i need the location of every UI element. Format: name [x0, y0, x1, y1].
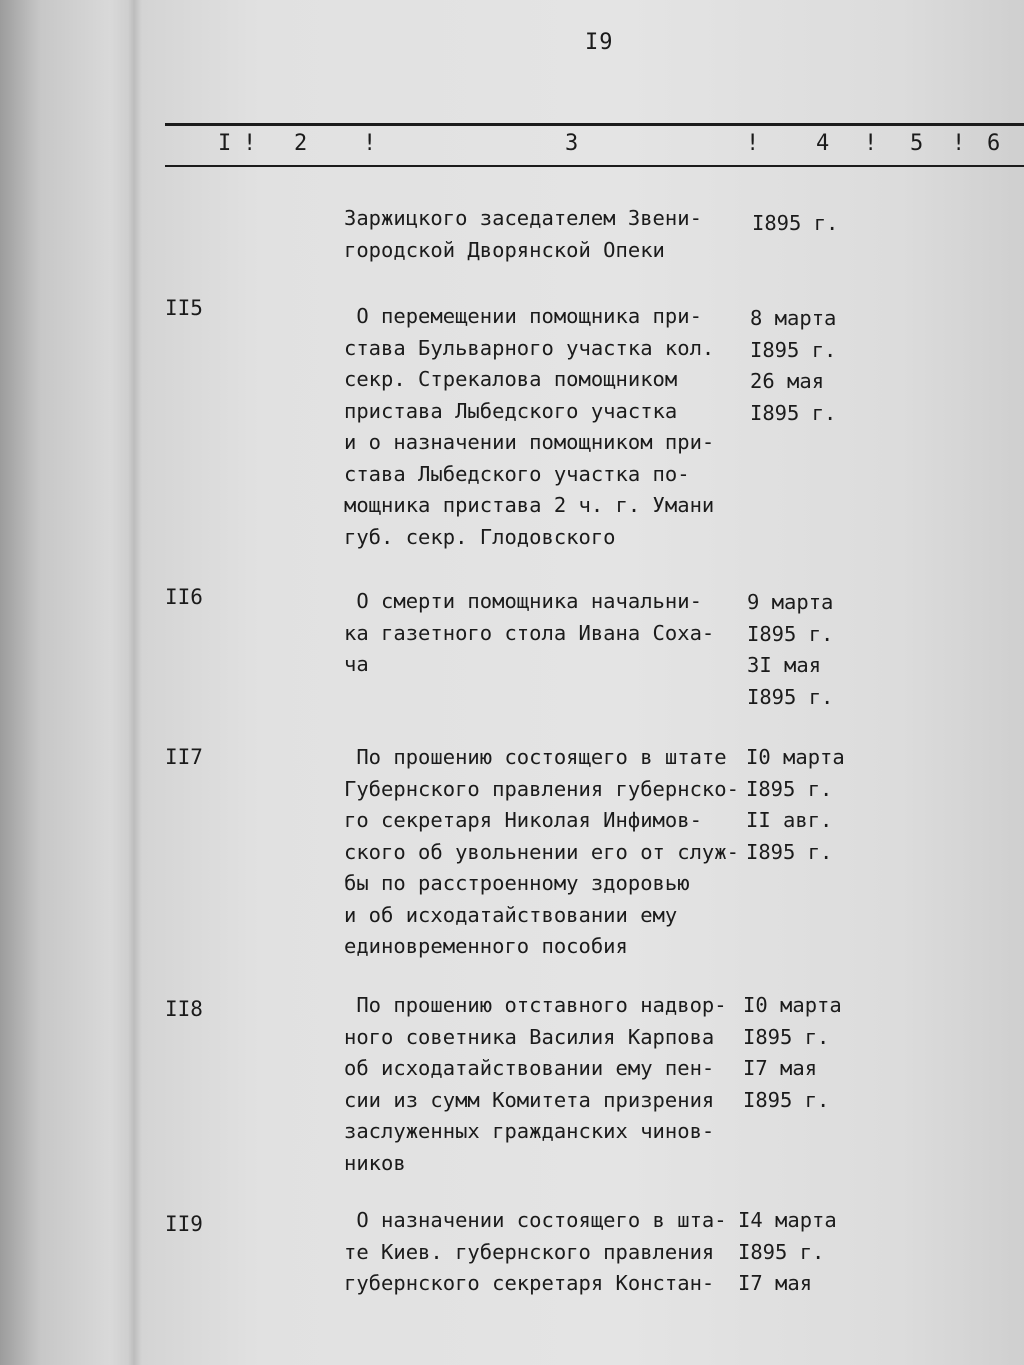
- text-line: губернского секретаря Констан-: [344, 1271, 715, 1295]
- text-line: ного советника Василия Карпова: [344, 1024, 715, 1049]
- date-line: I895 г.: [750, 400, 837, 425]
- date-line: I895 г.: [752, 211, 839, 235]
- entry-date: [738, 1205, 868, 1300]
- text-line: городской Дворянской Опеки: [344, 237, 665, 262]
- text-line: губ. секр. Глодовского: [344, 524, 616, 549]
- entry-date: [743, 990, 873, 1116]
- date-line: I895 г.: [750, 337, 837, 362]
- date-line: I895 г.: [743, 1024, 830, 1049]
- header-separator: !: [363, 131, 377, 156]
- text-line: О перемещении помощника при-: [344, 304, 702, 328]
- text-line: О назначении состоящего в шта-: [344, 1208, 727, 1232]
- text-line: пристава Лыбедского участка: [344, 398, 678, 423]
- text-line: става Бульварного участка кол.: [344, 335, 715, 360]
- text-line: ка газетного стола Ивана Соха-: [344, 620, 715, 645]
- entry-text: [344, 990, 744, 1179]
- header-col-5: 5: [910, 131, 924, 156]
- header-separator: !: [243, 131, 257, 156]
- text-line: и о назначении помощником при-: [344, 430, 715, 454]
- text-line: и об исходатайствовании ему: [344, 902, 678, 927]
- text-line: Губернского правления губернско-: [344, 776, 739, 801]
- entry-number: II8: [165, 997, 203, 1021]
- date-line: I4 марта: [738, 1208, 837, 1232]
- entry-text: [344, 203, 744, 266]
- date-line: I0 марта: [746, 745, 845, 769]
- header-col-6: 6: [987, 131, 1001, 156]
- date-line: I7 мая: [738, 1271, 813, 1295]
- date-line: I895 г.: [747, 621, 834, 646]
- entry-date: [746, 742, 876, 868]
- text-line: те Киев. губернского правления: [344, 1239, 715, 1264]
- text-line: бы по расстроенному здоровью: [344, 871, 690, 895]
- entry-number: II7: [165, 745, 203, 769]
- date-line: I895 г.: [746, 776, 833, 801]
- table-header-bottom-rule: [165, 165, 1024, 167]
- page-number: I9: [585, 30, 614, 55]
- text-line: Заржицкого заседателем Звени-: [344, 206, 702, 230]
- date-line: 3I мая: [747, 653, 822, 677]
- date-line: 26 мая: [750, 369, 825, 393]
- entry-text: [344, 586, 744, 681]
- entry-text: [344, 1205, 744, 1300]
- entry-number: II6: [165, 585, 203, 609]
- bleed-through-marks: [10, 110, 365, 132]
- entry-number: II9: [165, 1212, 203, 1236]
- text-line: секр. Стрекалова помощником: [344, 367, 678, 391]
- text-line: об исходатайствовании ему пен-: [344, 1056, 715, 1080]
- date-line: II авг.: [746, 808, 833, 832]
- entry-text: [344, 742, 744, 963]
- date-line: I895 г.: [743, 1087, 830, 1112]
- date-line: I895 г.: [738, 1239, 825, 1264]
- table-header-top-rule: [165, 123, 1024, 126]
- entry-date: [747, 587, 877, 713]
- date-line: I7 мая: [743, 1056, 818, 1080]
- text-line: заслуженных гражданских чинов-: [344, 1119, 715, 1143]
- text-line: става Лыбедского участка по-: [344, 461, 690, 486]
- header-col-4: 4: [816, 131, 830, 156]
- entry-date: [752, 208, 882, 240]
- header-separator: !: [864, 131, 878, 156]
- text-line: ников: [344, 1150, 406, 1175]
- date-line: I895 г.: [747, 684, 834, 709]
- entry-date: [750, 303, 880, 429]
- text-line: сии из сумм Комитета призрения: [344, 1087, 715, 1112]
- text-line: ского об увольнении его от служ-: [344, 839, 739, 864]
- text-line: единовременного пособия: [344, 934, 628, 958]
- header-separator: !: [746, 131, 760, 156]
- date-line: 8 марта: [750, 306, 837, 330]
- date-line: 9 марта: [747, 590, 834, 614]
- header-col-1: I: [218, 131, 232, 156]
- text-line: По прошению отставного надвор-: [344, 993, 727, 1017]
- text-line: го секретаря Николая Инфимов-: [344, 808, 702, 832]
- entry-number: II5: [165, 296, 203, 320]
- text-line: По прошению состоящего в штате: [344, 745, 727, 769]
- text-line: мощника пристава 2 ч. г. Умани: [344, 493, 715, 517]
- text-line: О смерти помощника начальни-: [344, 589, 702, 613]
- entry-text: [344, 301, 744, 553]
- date-line: I895 г.: [746, 839, 833, 864]
- date-line: I0 марта: [743, 993, 842, 1017]
- header-col-3: 3: [565, 131, 579, 156]
- header-separator: !: [952, 131, 966, 156]
- text-line: ча: [344, 652, 369, 676]
- header-col-2: 2: [294, 131, 308, 156]
